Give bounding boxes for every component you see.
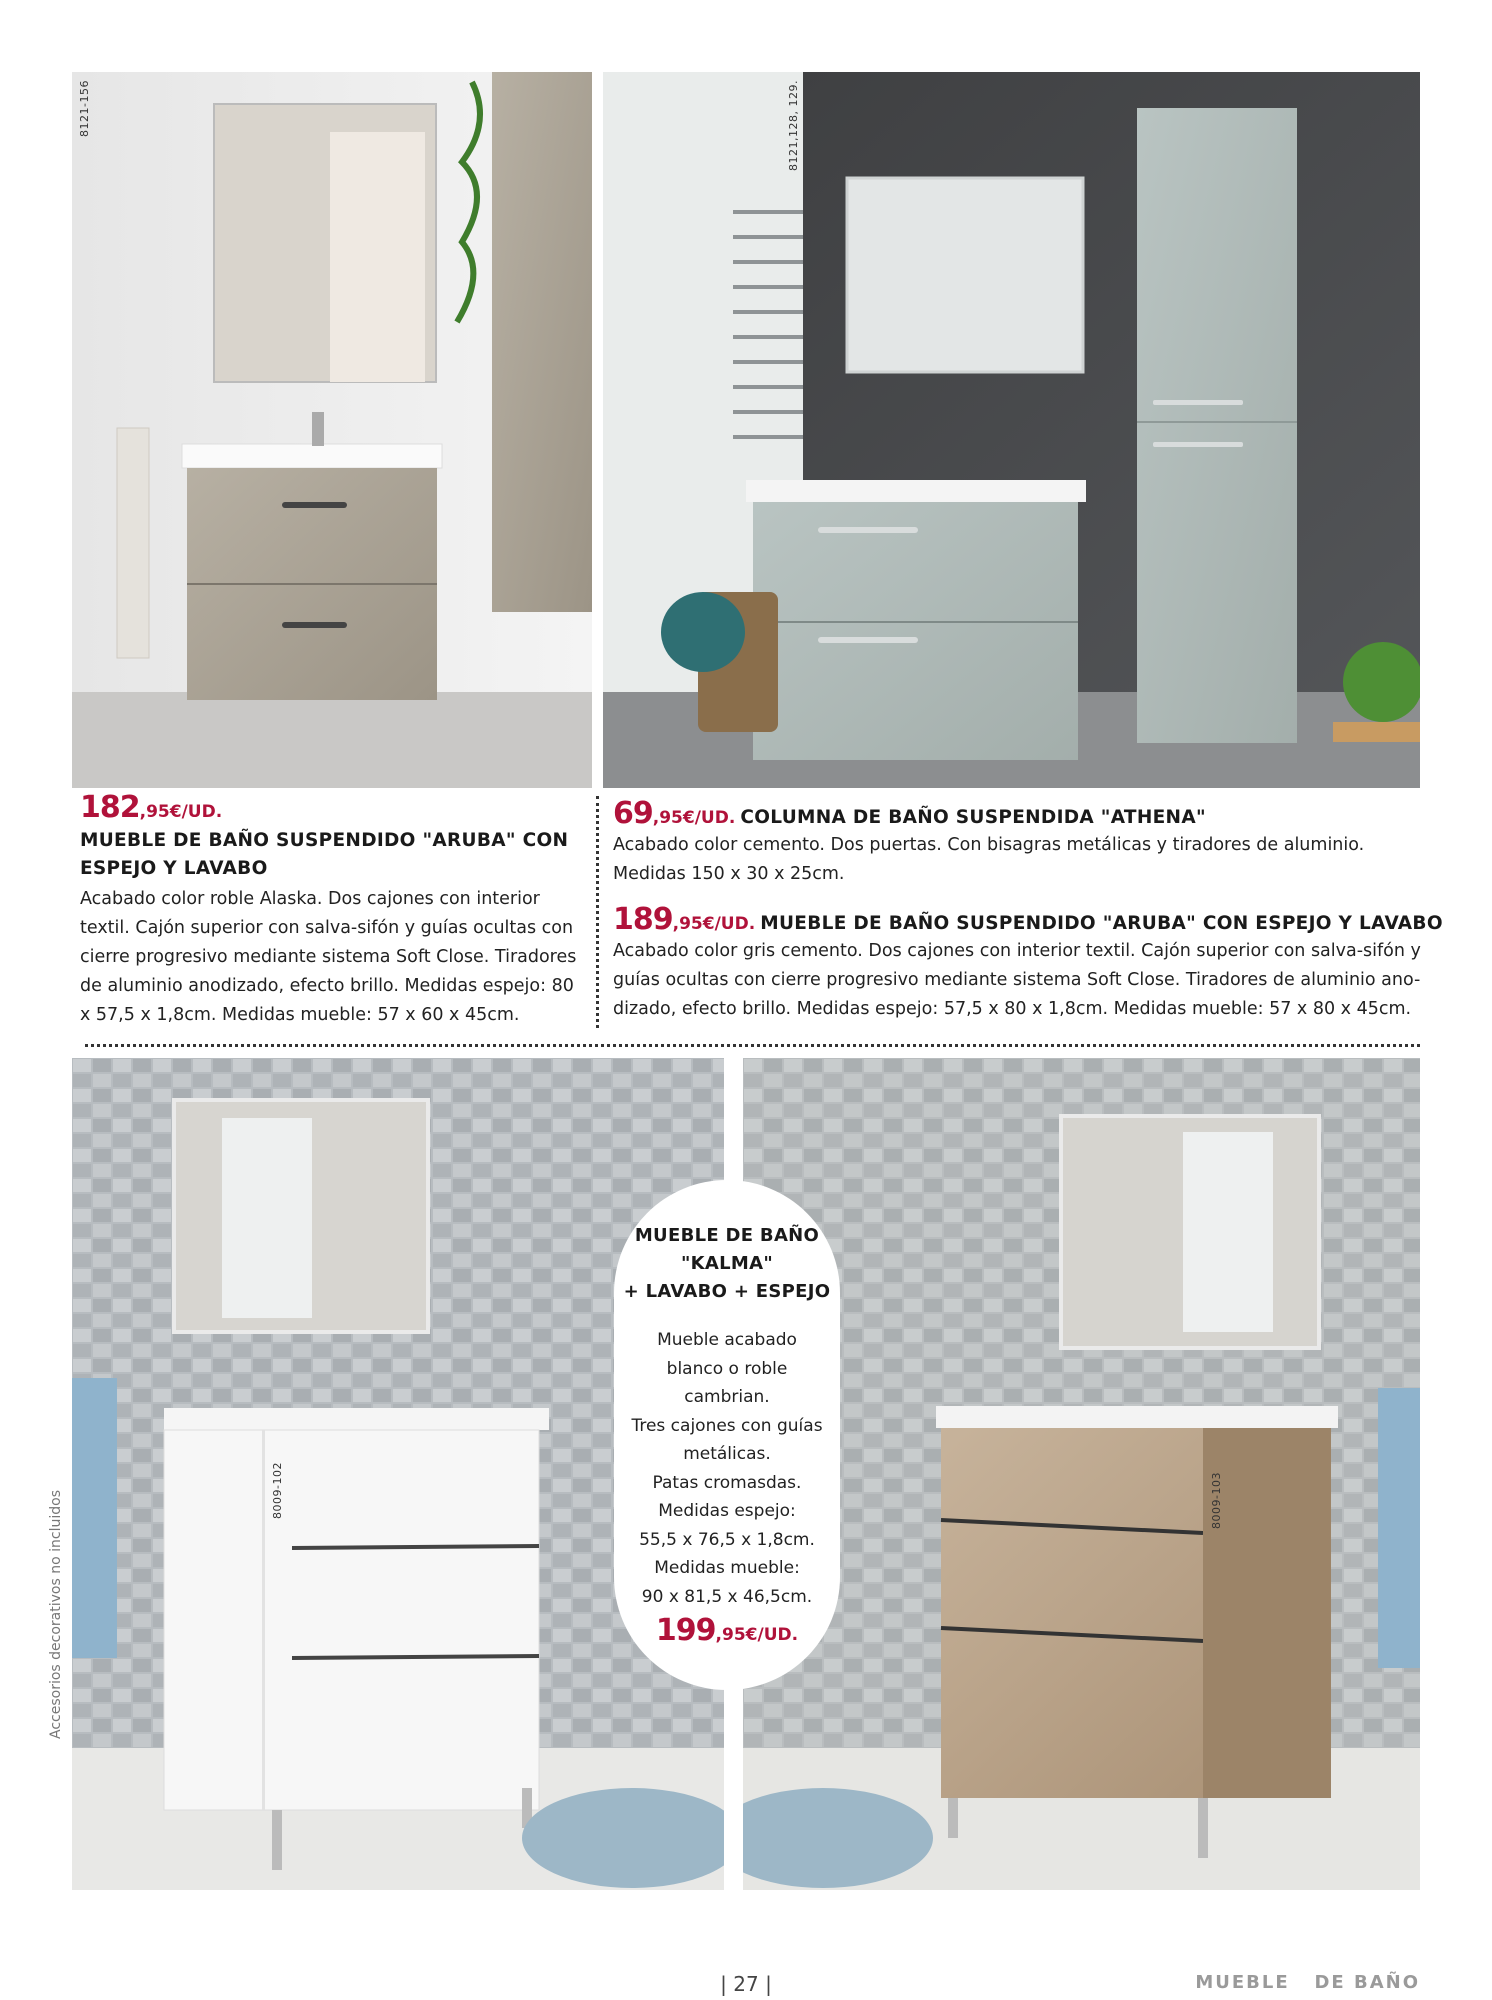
photo-kalma-roble-illustration xyxy=(743,1058,1420,1890)
product-athena xyxy=(613,796,1423,889)
photo-athena-aruba-cemento-illustration xyxy=(603,72,1420,788)
product-code: 8121,128, 129. xyxy=(787,80,800,171)
page-number: | 27 | xyxy=(720,1972,772,1996)
photo-kalma-roble xyxy=(743,1058,1420,1890)
product-aruba-roble xyxy=(80,790,595,1030)
product-description: Acabado color gris cemento. Dos cajones con interior textil. Cajón superior con salva-sifón y guías ocultas con cierre progresivo mediante sistema Soft Close. Tiradores de aluminio ano- dizado, efecto brillo. Medidas espejo: 57,5 x 80 x 1,8cm. Medidas mueble: 57 x 80 x 45cm. xyxy=(613,941,1421,1019)
divider xyxy=(85,1044,1420,1047)
divider xyxy=(596,796,599,1028)
product-aruba-cemento xyxy=(613,902,1443,1024)
photo-athena-aruba-cemento xyxy=(603,72,1420,788)
photo-aruba-roble xyxy=(72,72,592,788)
product-title: MUEBLE DE BAÑO SUSPENDIDO "ARUBA" CON ESPEJO Y LAVABO xyxy=(760,913,1443,934)
product-code: 8009-103 xyxy=(1210,1472,1223,1529)
product-description: Acabado color cemento. Dos puertas. Con bisagras metálicas y tiradores de aluminio. Medidas 150 x 30 x 25cm. xyxy=(613,835,1365,884)
price: 69,95€/UD. xyxy=(613,796,736,831)
product-title: COLUMNA DE BAÑO SUSPENDIDA "ATHENA" xyxy=(740,807,1206,828)
photo-aruba-roble-illustration xyxy=(72,72,592,788)
product-title: MUEBLE DE BAÑO SUSPENDIDO "ARUBA" CON ESPEJO Y LAVABO xyxy=(80,830,569,879)
product-code: 8009-102 xyxy=(271,1462,284,1519)
price: 182,95€/UD. xyxy=(80,790,223,825)
product-description: Mueble acabado blanco o roble cambrian. Tres cajones con guías metálicas. Patas cromasdas. Medidas espejo: 55,5 x 76,5 x 1,8cm. Medidas mueble: 90 x 81,5 x 46,5cm. xyxy=(631,1330,823,1607)
product-code: 8121-156 xyxy=(78,80,91,137)
price: 199,95€/UD. xyxy=(655,1613,799,1648)
price: 189,95€/UD. xyxy=(613,902,756,937)
kalma-info-badge xyxy=(614,1180,840,1690)
product-title: MUEBLE DE BAÑO "KALMA" + LAVABO + ESPEJO xyxy=(623,1225,831,1302)
side-note: Accesorios decorativos no incluidos xyxy=(48,1490,64,1739)
section-title: MUEBLE DE BAÑO xyxy=(1195,1972,1420,1993)
product-description: Acabado color roble Alaska. Dos cajones con interior textil. Cajón superior con salva-sifón y guías ocultas con cierre progresivo mediante sistema Soft Close. Tiradores de aluminio anodizado, efecto brillo. Medidas espejo: 80 x 57,5 x 1,8cm. Medidas mueble: 57 x 60 x 45cm. xyxy=(80,889,577,1025)
